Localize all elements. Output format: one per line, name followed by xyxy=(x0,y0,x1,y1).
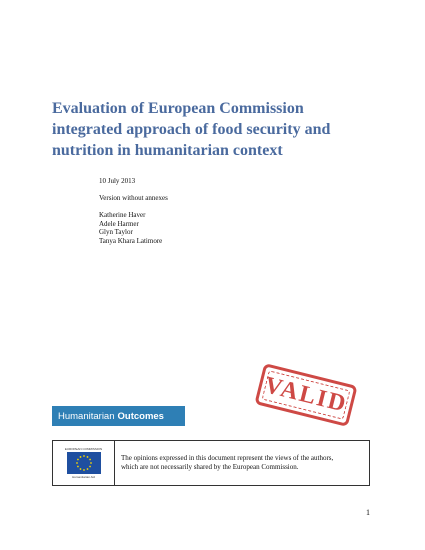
document-date xyxy=(99,177,135,186)
document-title xyxy=(52,98,382,161)
title-line-1: Evaluation of European Commission xyxy=(52,100,304,117)
version-text: Version without annexes xyxy=(99,194,168,202)
eu-star xyxy=(79,468,81,470)
author-name: Glyn Taylor xyxy=(99,228,133,236)
disclaimer-box xyxy=(52,440,370,486)
page-number: 1 xyxy=(366,508,370,517)
logo-word-2: Outcomes xyxy=(117,410,164,422)
disclaimer-text xyxy=(115,441,369,485)
eu-logo xyxy=(53,441,115,485)
stamp-text: VALID xyxy=(262,371,351,418)
eu-star xyxy=(77,459,79,461)
eu-star xyxy=(83,469,85,471)
eu-star xyxy=(76,462,78,464)
valid-stamp xyxy=(254,363,357,427)
disclaimer-line-2: which are not necessarily shared by the European Commission. xyxy=(121,463,299,471)
eu-flag-icon xyxy=(67,452,101,474)
eu-star xyxy=(79,456,81,458)
title-line-2: integrated approach of food security and xyxy=(52,121,331,138)
eu-bottom-label: Humanitarian Aid xyxy=(72,475,95,479)
disclaimer-line-1: The opinions expressed in this document represent the views of the authors, xyxy=(121,454,334,462)
eu-top-label: EUROPEAN COMMISSION xyxy=(64,447,103,451)
date-text: 10 July 2013 xyxy=(99,177,136,185)
eu-star xyxy=(86,456,88,458)
humanitarian-outcomes-logo xyxy=(52,406,185,426)
eu-star xyxy=(86,468,88,470)
eu-star xyxy=(90,462,92,464)
eu-star xyxy=(83,455,85,457)
document-version xyxy=(99,194,168,203)
author-name: Katherine Haver xyxy=(99,211,146,219)
author-name: Adele Harmer xyxy=(99,219,139,228)
author-name: Tanya Khara Latimore xyxy=(99,236,163,245)
eu-star xyxy=(77,466,79,468)
logo-word-1: Humanitarian xyxy=(58,410,115,422)
eu-star xyxy=(89,459,91,461)
title-line-3: nutrition in humanitarian context xyxy=(52,142,283,159)
author-list xyxy=(99,211,162,245)
eu-star xyxy=(89,466,91,468)
